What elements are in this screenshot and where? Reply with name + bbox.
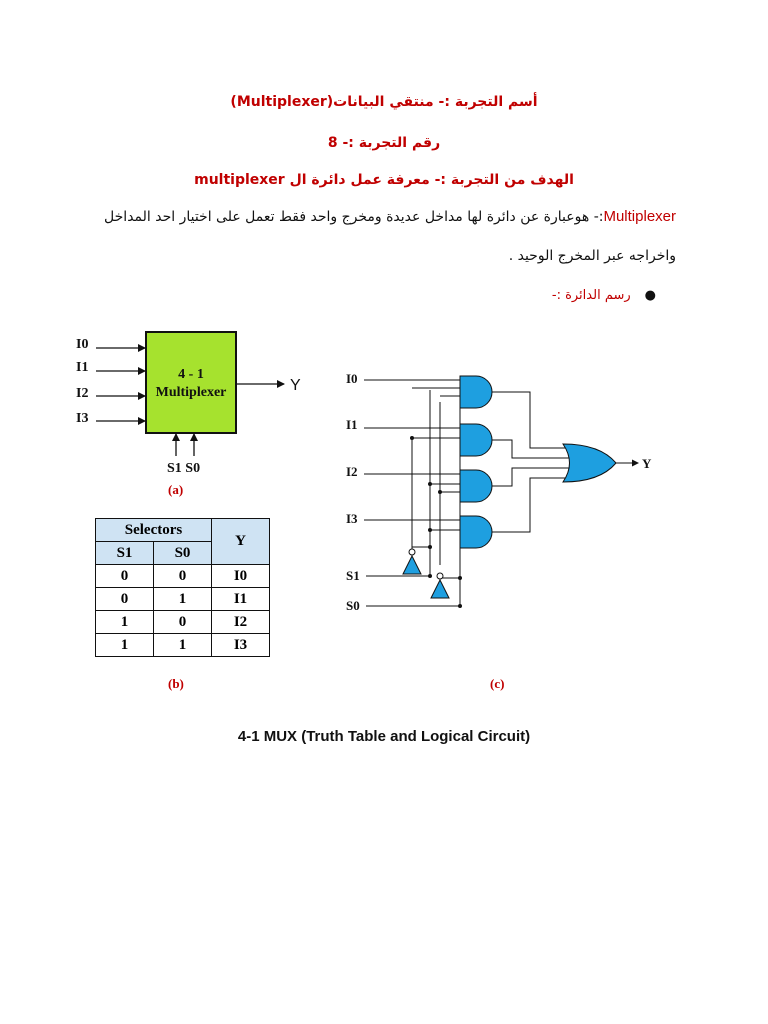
truth-table-header-y: Y: [212, 519, 270, 565]
and-gate-2: [460, 470, 492, 502]
truth-table: [95, 518, 270, 657]
bullet-dot-icon: ●: [644, 288, 656, 303]
table-cell: I0: [212, 565, 270, 588]
definition-line-2: واخراجه عبر المخرج الوحيد .: [508, 248, 676, 264]
circuit-output-y: Y: [642, 456, 652, 471]
truth-table-group-header: Selectors: [96, 519, 212, 542]
table-cell: I3: [212, 634, 270, 657]
circuit-input-i3: I3: [346, 511, 358, 526]
s1-not-gate: [403, 556, 421, 574]
table-row: [96, 611, 270, 634]
truth-table-header-s1: S1: [96, 542, 154, 565]
circuit-input-i2: I2: [346, 464, 358, 479]
bullet-text: رسم الدائرة :-: [551, 288, 631, 303]
table-cell: 1: [154, 634, 212, 657]
experiment-goal: الهدف من التجربة :- معرفة عمل دائرة ال multiplexer: [194, 172, 574, 188]
table-row: [96, 588, 270, 611]
table-cell: I1: [212, 588, 270, 611]
logic-circuit: [346, 371, 652, 613]
circuit-input-i0: I0: [346, 371, 358, 386]
circuit-input-i1: I1: [346, 417, 358, 432]
bullet-item: [552, 288, 656, 303]
and-gate-0: [460, 376, 492, 408]
table-row: [96, 634, 270, 657]
block-input-i0: I0: [76, 337, 89, 352]
s0-not-gate: [431, 580, 449, 598]
table-cell: 0: [154, 565, 212, 588]
definition-text: :- هوعبارة عن دائرة لها مداخل عديدة ومخرج واحد فقط تعمل على اختيار احد المداخل: [104, 209, 604, 225]
caption-b: (b): [168, 676, 184, 691]
table-cell: 0: [96, 588, 154, 611]
circuit-input-s0: S0: [346, 598, 360, 613]
mux-box-line1: 4 - 1: [178, 367, 204, 382]
block-diagram: [76, 332, 301, 497]
table-cell: 1: [96, 611, 154, 634]
table-cell: 1: [154, 588, 212, 611]
definition-term: Multiplexer: [603, 208, 676, 225]
table-cell: 0: [154, 611, 212, 634]
experiment-number: رقم التجربة :- 8: [327, 135, 441, 151]
block-input-i1: I1: [76, 360, 89, 375]
block-input-i2: I2: [76, 386, 89, 401]
and-gate-3: [460, 516, 492, 548]
mux-box: [146, 332, 236, 433]
and-gate-1: [460, 424, 492, 456]
block-output-y: Y: [290, 377, 301, 394]
block-selects: S1 S0: [167, 461, 201, 476]
or-gate: [563, 444, 616, 482]
definition-line-1: [104, 208, 676, 225]
figure-caption: 4-1 MUX (Truth Table and Logical Circuit): [237, 728, 531, 745]
caption-c: (c): [490, 676, 505, 691]
truth-table-header-s0: S0: [154, 542, 212, 565]
table-cell: 0: [96, 565, 154, 588]
mux-box-line2: Multiplexer: [155, 385, 227, 400]
table-cell: I2: [212, 611, 270, 634]
caption-a: (a): [168, 482, 184, 497]
experiment-title: أسم التجربة :- منتقي البيانات(Multiplexer): [230, 94, 538, 110]
table-cell: 1: [96, 634, 154, 657]
circuit-input-s1: S1: [346, 568, 360, 583]
block-input-i3: I3: [76, 411, 89, 426]
table-row: [96, 565, 270, 588]
